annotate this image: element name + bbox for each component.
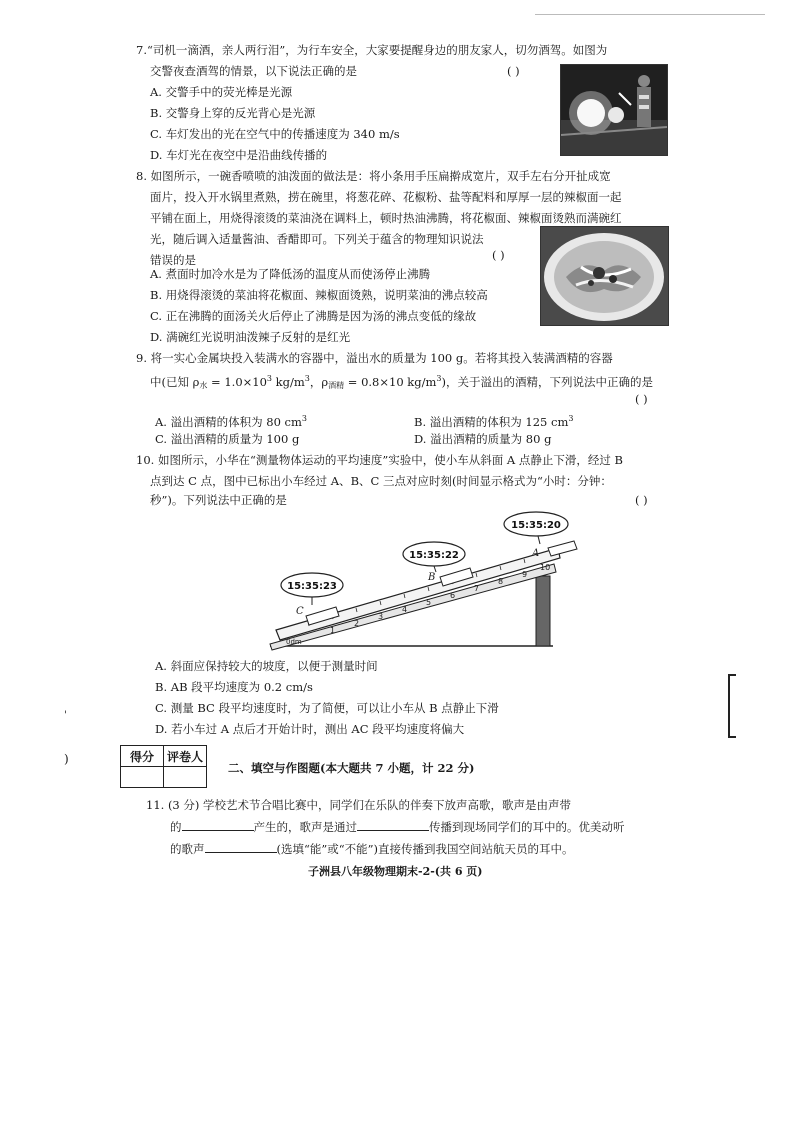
- score-table: [120, 745, 207, 788]
- rho-alcohol-subscript: 酒精: [328, 381, 345, 390]
- q11-line1: 11. (3 分) 学校艺术节合唱比赛中，同学们在乐队的伴奏下放声高歌，歌声是由声带: [146, 798, 572, 812]
- q11-blank-3[interactable]: [205, 839, 277, 853]
- q11-l2b: 产生的，歌声是通过: [253, 820, 357, 834]
- q9-line1: 9. 将一实心金属块投入装满水的容器中，溢出水的质量为 100 g。若将其投入装满酒精的容器: [136, 351, 613, 365]
- q7-option-d[interactable]: D. 车灯光在夜空中是沿曲线传播的: [150, 148, 328, 162]
- q8-line2: 面片，投入开水锅里煮熟，捞在碗里，将葱花碎、花椒粉、盐等配料和厚厚一层的辣椒面一起: [150, 190, 622, 204]
- exponent-3: 3: [568, 414, 574, 423]
- oil-noodles-photo: [540, 226, 669, 326]
- q11-blank-1[interactable]: [182, 817, 254, 831]
- q10-line2: 点到达 C 点，图中已标出小车经过 A、B、C 三点对应时刻(时间显示格式为“小时：分钟：: [150, 474, 612, 488]
- q11-l3a: 的歌声: [170, 842, 205, 856]
- q8-line5: 错误的是: [150, 253, 196, 267]
- q10-option-b[interactable]: B. AB 段平均速度为 0.2 cm/s: [155, 680, 313, 694]
- margin-mark: ): [64, 752, 69, 766]
- ruler-tick-5: 5: [426, 598, 432, 607]
- q9-answer-paren: ( ): [635, 392, 648, 406]
- point-label-a: A: [532, 548, 540, 559]
- margin-bracket: [728, 674, 736, 738]
- ruler-tick-3: 3: [378, 612, 384, 621]
- ruler-tick-7: 7: [474, 584, 480, 593]
- q10-line1: 10. 如图所示，小华在“测量物体运动的平均速度”实验中，使小车从斜面 A 点静止下滑，经过 B: [136, 453, 623, 467]
- point-label-b: B: [428, 572, 436, 583]
- q7-option-a[interactable]: A. 交警手中的荧光棒是光源: [150, 85, 293, 99]
- exponent-3: 3: [304, 374, 310, 383]
- q11-l3b: (选填“能”或“不能”)直接传播到我国空间站航天员的耳中。: [276, 842, 574, 856]
- q9-line2: [150, 369, 653, 396]
- q10-option-c[interactable]: C. 测量 BC 段平均速度时，为了简便，可以让小车从 B 点静止下滑: [155, 701, 499, 715]
- q8-line4: 光，随后调入适量酱油、香醋即可。下列关于蕴含的物理知识说法: [150, 232, 484, 246]
- q10-answer-paren: ( ): [635, 493, 648, 507]
- q7-option-b[interactable]: B. 交警身上穿的反光背心是光源: [150, 106, 316, 120]
- q8-option-b[interactable]: B. 用烧得滚烫的菜油将花椒面、辣椒面烫熟，说明菜油的沸点较高: [150, 288, 488, 302]
- clock-time-c: 15:35:23: [287, 581, 337, 592]
- grader-cell[interactable]: [164, 767, 207, 788]
- score-header: 得分: [121, 746, 164, 767]
- q8-line3: 平铺在面上，用烧得滚烫的菜油浇在调料上，顿时热油沸腾，将花椒面、辣椒面烫熟而满碗红: [150, 211, 622, 225]
- q9-line2-mid2: kg/m: [272, 375, 305, 389]
- q9-option-b-text: B. 溢出酒精的体积为 125 cm: [414, 415, 569, 429]
- incline-experiment-diagram: [268, 508, 588, 658]
- q9-line2-mid: = 1.0×10: [207, 375, 267, 389]
- q9-option-d[interactable]: D. 溢出酒精的质量为 80 g: [414, 432, 552, 446]
- q10-option-a[interactable]: A. 斜面应保持较大的坡度，以便于测量时间: [155, 659, 378, 673]
- ruler-unit-label: 0dm: [286, 638, 302, 646]
- q7-line2: 交警夜查酒驾的情景，以下说法正确的是: [150, 64, 357, 78]
- point-label-c: C: [296, 606, 304, 617]
- q8-option-c[interactable]: C. 正在沸腾的面汤关火后停止了沸腾是因为汤的沸点变低的缘故: [150, 309, 477, 323]
- q7-option-c[interactable]: C. 车灯发出的光在空气中的传播速度为 340 m/s: [150, 127, 400, 141]
- q11-blank-2[interactable]: [357, 817, 429, 831]
- q8-option-a[interactable]: A. 煮面时加冷水是为了降低汤的温度从而使汤停止沸腾: [150, 267, 431, 281]
- q8-line1: 8. 如图所示，一碗香喷喷的油泼面的做法是：将小条用手压扁擀成宽片，双手左右分开扯成宽: [136, 169, 611, 183]
- section-2-title: 二、填空与作图题(本大题共 7 小题，计 22 分): [228, 761, 475, 775]
- ruler-tick-9: 9: [522, 570, 528, 579]
- q7-answer-paren: ( ): [507, 64, 520, 78]
- ruler-tick-10: 10: [540, 563, 551, 572]
- margin-mark: ': [64, 710, 67, 721]
- page-footer: 子洲县八年级物理期末-2-(共 6 页): [308, 865, 483, 878]
- score-cell[interactable]: [121, 767, 164, 788]
- q11-l2c: 传播到现场同学们的耳中的。优美动听: [429, 820, 625, 834]
- scan-artifact: [535, 14, 765, 15]
- ruler-tick-4: 4: [402, 605, 408, 614]
- q11-line2: [170, 817, 625, 837]
- ruler-tick-8: 8: [498, 577, 504, 586]
- clock-time-b: 15:35:22: [409, 550, 459, 561]
- clock-time-a: 15:35:20: [511, 520, 561, 531]
- q9-option-c[interactable]: C. 溢出酒精的质量为 100 g: [155, 432, 300, 446]
- exponent-3: 3: [436, 374, 442, 383]
- q9-option-a-text: A. 溢出酒精的体积为 80 cm: [155, 415, 302, 429]
- q7-line1: 7.“司机一滴酒，亲人两行泪”，为行车安全，大家要提醒身边的朋友家人，切勿酒驾。如图为: [136, 43, 608, 57]
- q8-answer-paren: ( ): [492, 248, 505, 262]
- q8-option-d[interactable]: D. 满碗红光说明油泼辣子反射的是红光: [150, 330, 351, 344]
- cart-at-a: [548, 541, 577, 556]
- traffic-police-photo: [560, 64, 668, 156]
- ruler-tick-2: 2: [354, 619, 360, 628]
- q9-line2-post: )，关于溢出的酒精，下列说法中正确的是: [441, 375, 653, 389]
- q11-l2a: 的: [170, 820, 182, 834]
- q9-line2-pre: 中(已知 ρ: [150, 375, 200, 389]
- grader-header: 评卷人: [164, 746, 207, 767]
- q10-line3: 秒”)。下列说法中正确的是: [150, 493, 287, 507]
- ruler-tick-1: 1: [330, 626, 336, 635]
- q9-line2-mid4: = 0.8×10 kg/m: [344, 375, 437, 389]
- q9-line2-mid3: ，ρ: [309, 375, 329, 389]
- q11-line3: [170, 839, 574, 859]
- exponent-3: 3: [301, 414, 307, 423]
- ruler-tick-6: 6: [450, 591, 456, 600]
- q10-option-d[interactable]: D. 若小车过 A 点后才开始计时，测出 AC 段平均速度将偏大: [155, 722, 465, 736]
- rho-water-subscript: 水: [199, 381, 208, 390]
- exponent-3: 3: [266, 374, 273, 383]
